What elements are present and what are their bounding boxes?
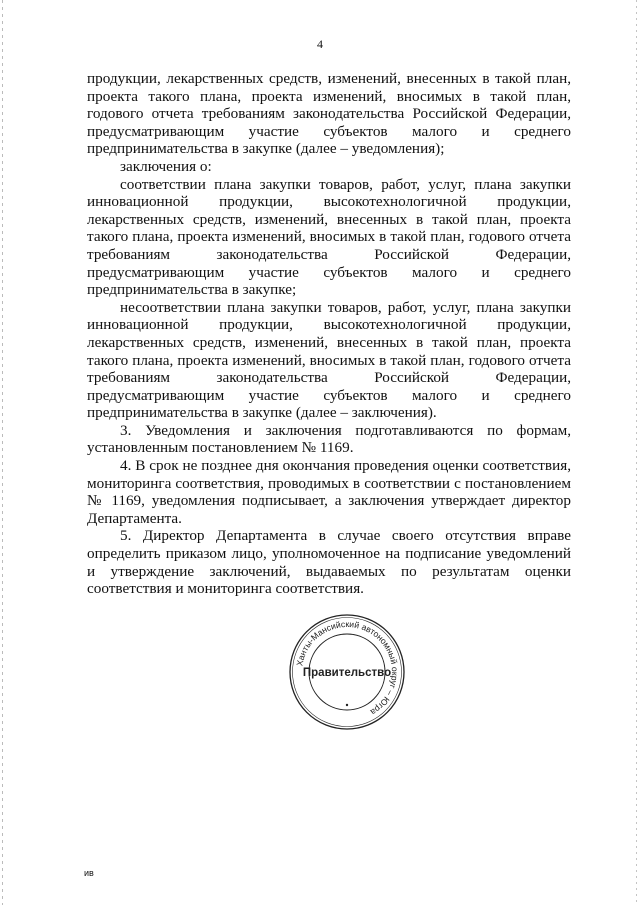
paragraph-1: продукции, лекарственных средств, изменений, внесенных в такой план, проекта такого плана, проекта изменений, вносимых в такой план, годового отчета требованиям законодательства Российской Федерации, предусматривающим участие субъектов малого и среднего предпринимательства в закупке (далее – уведомления);	[87, 70, 571, 158]
stamp-star-mark	[346, 704, 348, 706]
footer-code: ив	[84, 868, 94, 878]
paragraph-2: заключения о:	[120, 157, 212, 175]
paragraph-5: 3. Уведомления и заключения подготавливаются по формам, установленным постановлением № 1169.	[87, 421, 571, 457]
stamp-ring-text: Ханты-Мансийский автономный округ – Югра	[294, 618, 401, 718]
paragraph-4: несоответствии плана закупки товаров, работ, услуг, плана закупки инновационной продукции, высокотехнологичной продукции, лекарственных средств, изменений, внесенных в такой план, проекта такого плана, проекта изменений, вносимых в такой план, годового отчета требованиям законодательства Российской Федерации, предусматривающим участие субъектов малого и среднего предпринимательства в закупке (далее – заключения).	[87, 298, 571, 422]
stamp-center-text: Правительство	[302, 667, 392, 679]
paragraph-6: 4. В срок не позднее дня окончания проведения оценки соответствия, мониторинга соответствия, проводимых в соответствии с постановлением № 1169, уведомления подписывает, а заключения утверждает директор Департамента.	[87, 457, 571, 527]
paragraph-7: 5. Директор Департамента в случае своего отсутствия вправе определить приказом лицо, уполномоченное на подписание уведомлений и утверждение заключений, выдаваемых по результатам оценки соответствия и мониторинга соответствия.	[87, 527, 571, 598]
document-body	[87, 70, 571, 598]
scan-edge-right	[636, 0, 637, 905]
page-number: 4	[317, 37, 323, 51]
paragraph-3: соответствии плана закупки товаров, работ, услуг, плана закупки инновационной продукции, высокотехнологичной продукции, лекарственных средств, изменений, внесенных в такой план, проекта такого плана, проекта изменений, вносимых в такой план, годового отчета требованиям законодательства Российской Федерации, предусматривающим участие субъектов малого и среднего предпринимательства в закупке;	[87, 175, 571, 299]
scan-edge-left	[2, 0, 3, 905]
government-seal-stamp	[287, 612, 407, 732]
